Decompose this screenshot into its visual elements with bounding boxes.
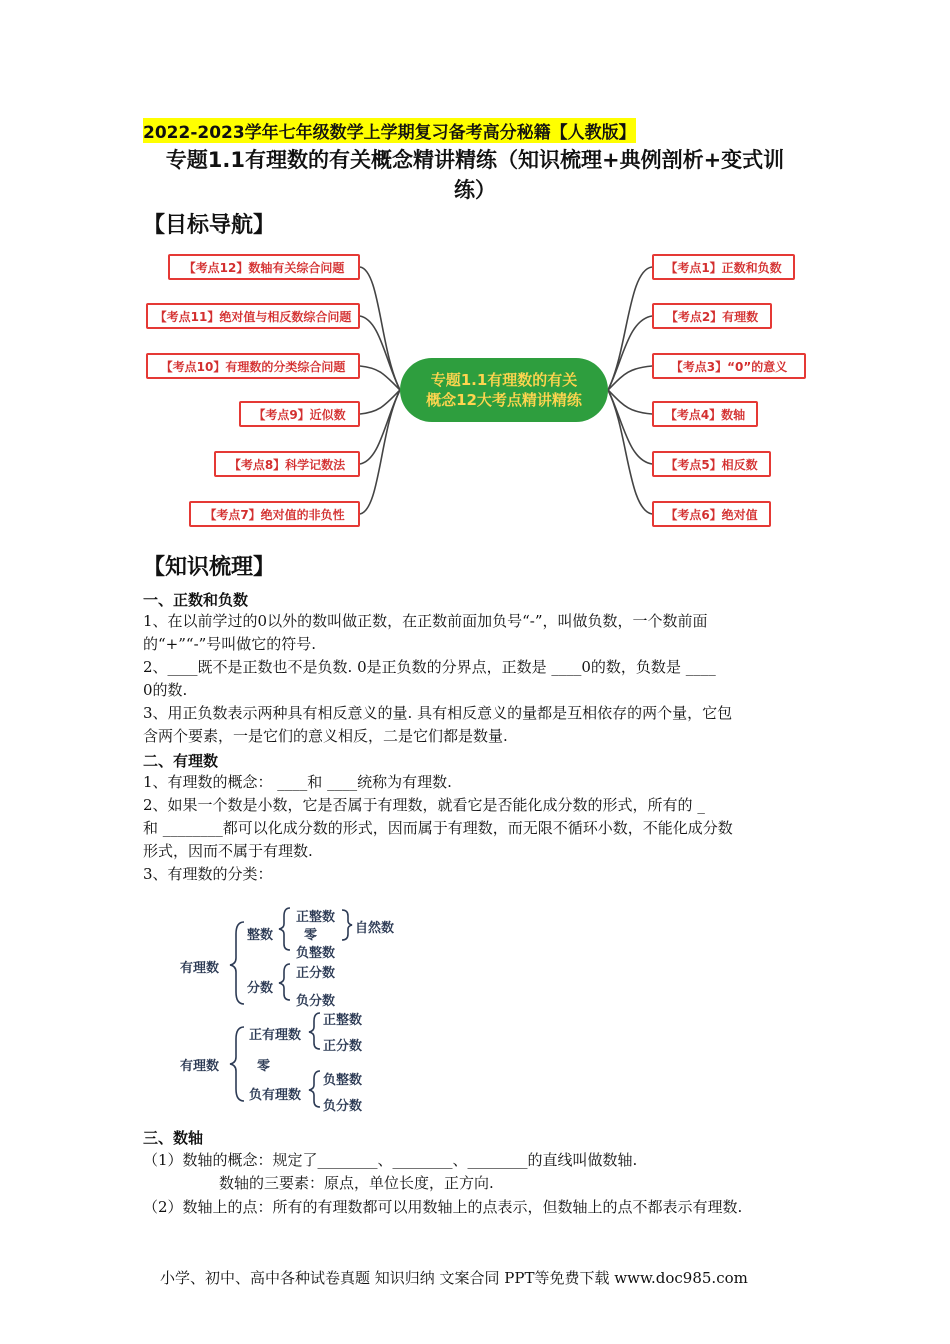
tree2-pos: 正有理数: [249, 1028, 302, 1043]
tree1-root: 有理数: [180, 961, 220, 976]
tree1-zero: 零: [304, 928, 318, 943]
topic-6: 【考点6】绝对值: [652, 501, 771, 527]
tree2-pos-frac: 正分数: [323, 1039, 363, 1054]
tree2-root: 有理数: [180, 1059, 220, 1074]
topic-1: 【考点1】正数和负数: [652, 254, 795, 280]
topic-2: 【考点2】有理数: [652, 303, 772, 329]
s2-line5: 3、有理数的分类：: [143, 865, 273, 883]
tree1-neg-int: 负整数: [296, 946, 336, 961]
topic-10: 【考点10】有理数的分类综合问题: [146, 353, 360, 379]
tree1-fraction: 分数: [247, 981, 274, 996]
tree1-integer: 整数: [247, 928, 274, 943]
topic-11: 【考点11】绝对值与相反数综合问题: [146, 303, 360, 329]
s3-heading: 三、数轴: [143, 1129, 204, 1147]
tree2-neg: 负有理数: [249, 1088, 302, 1103]
mindmap-center-line1: 专题1.1有理数的有关: [430, 371, 578, 389]
s2-line4: 形式，因而不属于有理数.: [143, 842, 313, 860]
topic-8: 【考点8】科学记数法: [214, 451, 360, 477]
section-knowledge: 【知识梳理】: [143, 555, 276, 580]
tree2-zero: 零: [257, 1059, 271, 1074]
s2-line3: 和 ________都可以化成分数的形式，因而属于有理数，而无限不循环小数，不能化成分数: [143, 819, 733, 837]
s1-line6: 含两个要素，一是它们的意义相反，二是它们都是数量.: [143, 727, 508, 745]
section-target-nav: 【目标导航】: [143, 213, 276, 238]
topic-7: 【考点7】绝对值的非负性: [189, 501, 360, 527]
tree1-pos-frac: 正分数: [296, 966, 336, 981]
s1-line4: 0的数.: [143, 681, 188, 699]
tree2-pos-int: 正整数: [323, 1013, 363, 1028]
tree1-pos-int: 正整数: [296, 910, 336, 925]
s3-line3: （2）数轴上的点：所有的有理数都可以用数轴上的点表示，但数轴上的点不都表示有理数.: [143, 1198, 743, 1216]
s1-line3: 2、____既不是正数也不是负数. 0是正负数的分界点，正数是 ____0的数，负数是 ____: [143, 658, 716, 676]
s1-line5: 3、用正负数表示两种具有相反意义的量. 具有相反意义的量都是互相依存的两个量，它包: [143, 704, 733, 722]
tree2-neg-frac: 负分数: [323, 1099, 363, 1114]
doc-title-line1: 专题1.1有理数的有关概念精讲精练（知识梳理+典例剖析+变式训: [165, 148, 785, 172]
s2-heading: 二、有理数: [143, 752, 219, 770]
topic-12: 【考点12】数轴有关综合问题: [168, 254, 360, 280]
footer: 小学、初中、高中各种试卷真题 知识归纳 文案合同 PPT等免费下载 www.doc985.com: [160, 1269, 748, 1287]
topic-3: 【考点3】“0”的意义: [652, 353, 806, 379]
tree1-neg-frac: 负分数: [296, 994, 336, 1009]
s1-line2: 的“+”“-”号叫做它的符号.: [143, 635, 317, 653]
header-banner: 2022-2023学年七年级数学上学期复习备考高分秘籍【人教版】: [143, 118, 636, 143]
s1-line1: 1、在以前学过的0以外的数叫做正数，在正数前面加负号“-”，叫做负数，一个数前面: [143, 612, 708, 630]
doc-title-line2: 练）: [454, 178, 496, 202]
s2-line1: 1、有理数的概念： ____和 ____统称为有理数.: [143, 773, 452, 791]
topic-9: 【考点9】近似数: [239, 401, 360, 427]
mindmap-center-line2: 概念12大考点精讲精练: [426, 391, 582, 409]
mindmap-center: [400, 358, 608, 422]
s2-line2: 2、如果一个数是小数，它是否属于有理数，就看它是否能化成分数的形式，所有的 _: [143, 796, 705, 814]
s1-heading: 一、正数和负数: [143, 591, 249, 609]
tree1-natural: 自然数: [355, 921, 395, 936]
s3-line2: 数轴的三要素：原点，单位长度，正方向.: [219, 1174, 494, 1192]
tree2-neg-int: 负整数: [323, 1073, 363, 1088]
topic-4: 【考点4】数轴: [652, 401, 758, 427]
topic-5: 【考点5】相反数: [652, 451, 771, 477]
s3-line1: （1）数轴的概念：规定了________、________、________的直线叫做数轴.: [143, 1151, 638, 1169]
